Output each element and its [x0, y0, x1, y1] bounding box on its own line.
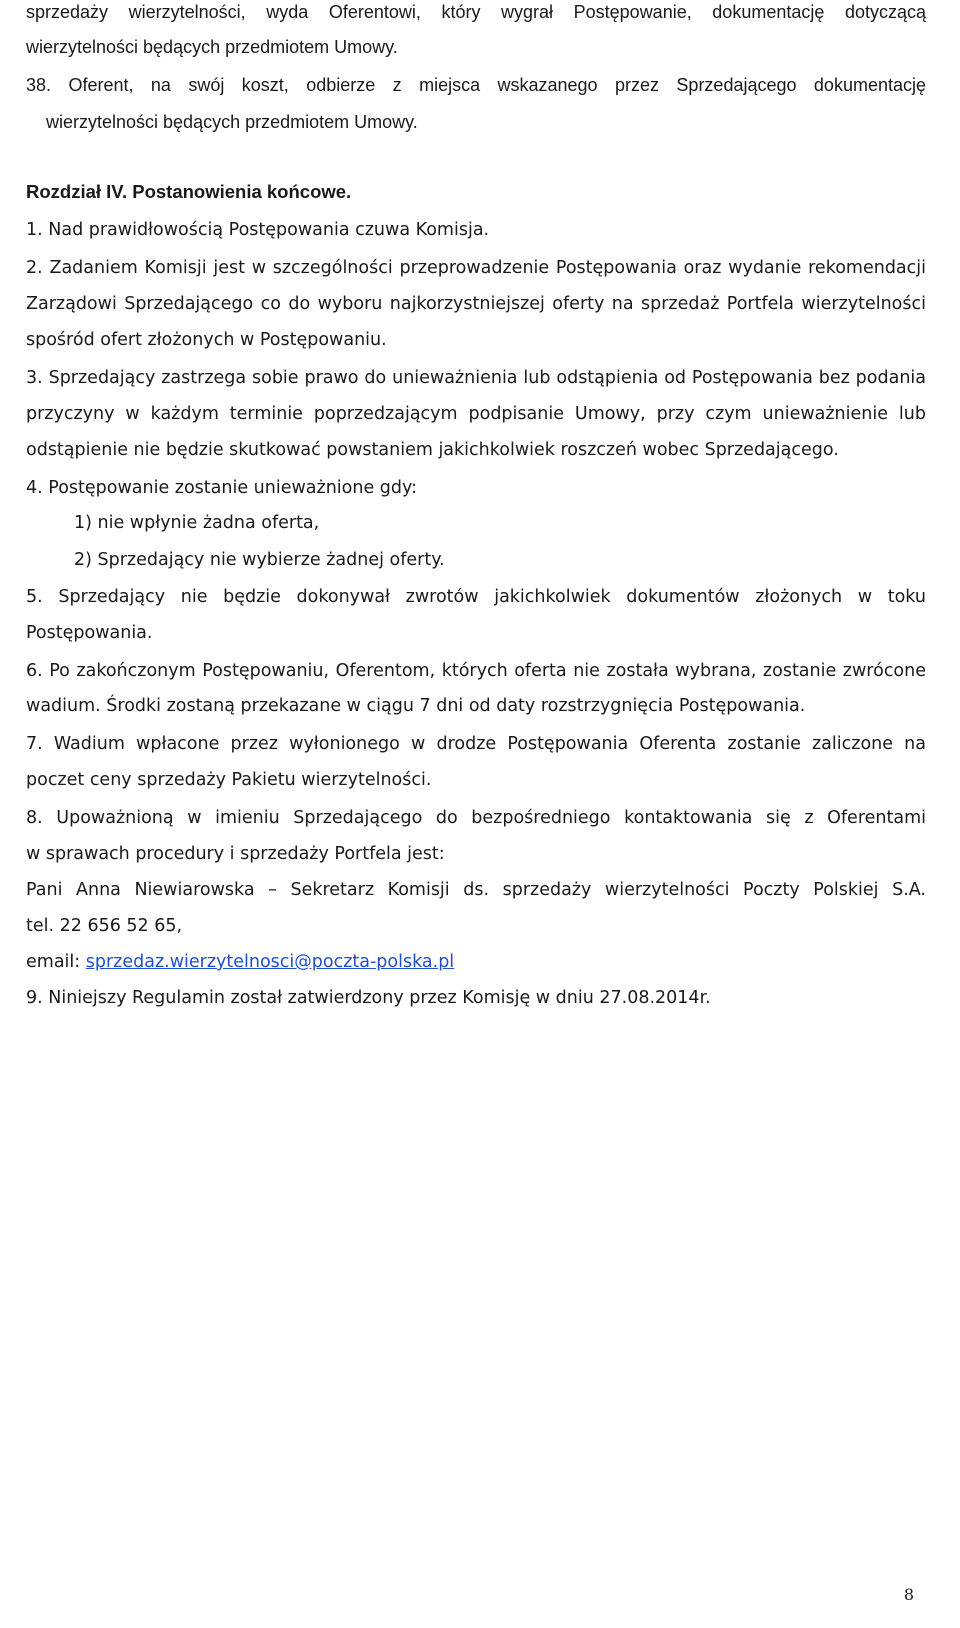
item-3-line: 3. Sprzedający zastrzega sobie prawo do unieważnienia lub odstąpienia od Postępowania bez podania	[26, 368, 926, 388]
item-8-line: 8. Upoważnioną w imieniu Sprzedającego do bezpośredniego kontaktowania się z Oferentami	[26, 808, 926, 828]
item-7-line: poczet ceny sprzedaży Pakietu wierzytelności.	[26, 770, 432, 790]
item-3-line: przyczyny w każdym terminie poprzedzającym podpisanie Umowy, przy czym unieważnienie lub	[26, 404, 926, 424]
item-2-line: Zarządowi Sprzedającego co do wyboru najkorzystniejszej oferty na sprzedaż Portfela wierzytelności	[26, 294, 926, 314]
contact-phone: tel. 22 656 52 65,	[26, 916, 183, 936]
paragraph-line: wierzytelności będących przedmiotem Umowy.	[26, 37, 398, 57]
email-link[interactable]: sprzedaz.wierzytelnosci@poczta-polska.pl	[85, 952, 455, 972]
sub-item-2: 2) Sprzedający nie wybierze żadnej oferty.	[74, 550, 445, 570]
paragraph-line: sprzedaży wierzytelności, wyda Oferentowi, który wygrał Postępowanie, dokumentację dotyczącą	[26, 2, 926, 22]
contact-person: Pani Anna Niewiarowska – Sekretarz Komisji ds. sprzedaży wierzytelności Poczty Polskiej S.A.	[26, 880, 926, 900]
item-7-line: 7. Wadium wpłacone przez wyłonionego w drodze Postępowania Oferenta zostanie zaliczone na	[26, 734, 926, 754]
item-8-line: w sprawach procedury i sprzedaży Portfela jest:	[26, 844, 445, 864]
item-6-line: 6. Po zakończonym Postępowaniu, Oferentom, których oferta nie została wybrana, zostanie zwrócone	[26, 661, 926, 681]
section-heading: Rozdział IV. Postanowienia końcowe.	[26, 181, 352, 202]
item-2-line: spośród ofert złożonych w Postępowaniu.	[26, 330, 387, 350]
item-5-line: Postępowania.	[26, 623, 153, 643]
item-5-line: 5. Sprzedający nie będzie dokonywał zwrotów jakichkolwiek dokumentów złożonych w toku	[26, 587, 926, 607]
sub-item-1: 1) nie wpłynie żadna oferta,	[74, 513, 320, 533]
contact-email-row	[26, 950, 926, 974]
item-1: 1. Nad prawidłowością Postępowania czuwa Komisja.	[26, 220, 490, 240]
item-6-line: wadium. Środki zostaną przekazane w ciągu 7 dni od daty rozstrzygnięcia Postępowania.	[26, 696, 806, 716]
item-4: 4. Postępowanie zostanie unieważnione gdy:	[26, 478, 417, 498]
email-label: email:	[26, 952, 81, 972]
item-3-line: odstąpienie nie będzie skutkować powstaniem jakichkolwiek roszczeń wobec Sprzedającego.	[26, 440, 839, 460]
item-38-line: wierzytelności będących przedmiotem Umowy.	[46, 112, 418, 132]
item-38-line: 38. Oferent, na swój koszt, odbierze z miejsca wskazanego przez Sprzedającego dokumentację	[26, 75, 926, 95]
item-2-line: 2. Zadaniem Komisji jest w szczególności przeprowadzenie Postępowania oraz wydanie rekomendacji	[26, 258, 926, 278]
item-9: 9. Niniejszy Regulamin został zatwierdzony przez Komisję w dniu 27.08.2014r.	[26, 988, 711, 1008]
page-number: 8	[903, 1585, 914, 1604]
